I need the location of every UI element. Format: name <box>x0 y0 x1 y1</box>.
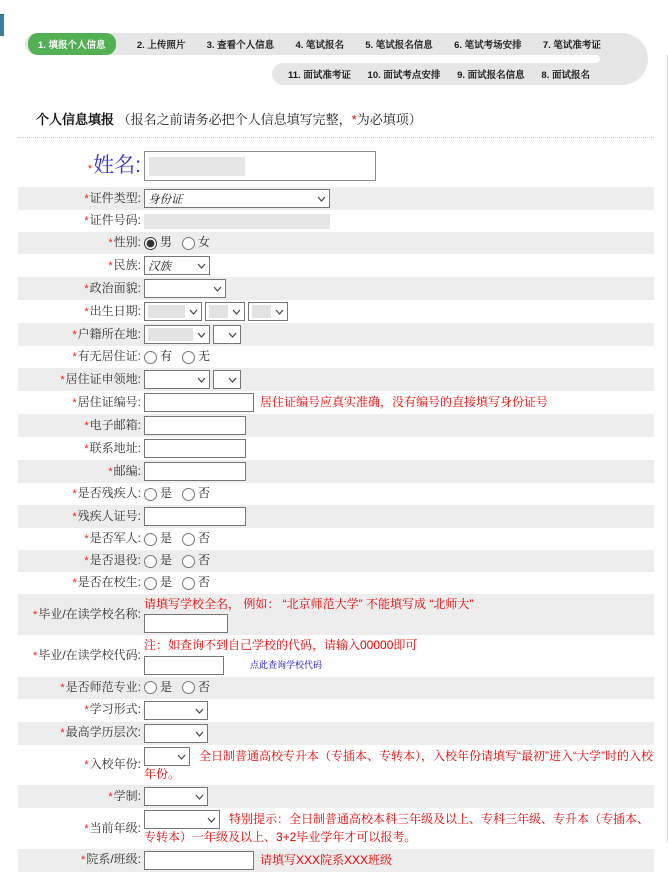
required-star: * <box>72 396 77 409</box>
contact-address-control <box>144 438 654 459</box>
is-veteran-option-label-0: 是 <box>160 553 173 568</box>
gender-option-1[interactable] <box>182 234 210 251</box>
is-veteran-control <box>144 551 654 571</box>
form-header <box>18 101 654 138</box>
email-label-text: 电子邮箱: <box>89 417 141 432</box>
contact-address-label-text: 联系地址: <box>89 440 141 455</box>
birth-date-select-1[interactable] <box>205 302 245 321</box>
required-star: * <box>60 681 65 694</box>
current-grade-hint: 特别提示：全日制普通高校本科三年级及以上、专科三年级、专升本（专插本、专转本）一年级及以上、3+2毕业学年才可以报考。 <box>144 812 650 845</box>
permit-apply-place-control <box>144 369 654 390</box>
is-normal-major-option-label-1: 否 <box>198 680 211 695</box>
name-input[interactable] <box>144 151 376 181</box>
is-current-student-option-0[interactable] <box>144 574 172 591</box>
gender-control <box>144 233 654 253</box>
postcode-control <box>144 461 654 482</box>
step-tab-row1-2[interactable]: 3. 查看个人信息 <box>206 40 275 51</box>
is-current-student-option-label-0: 是 <box>160 575 173 590</box>
name-label <box>18 153 144 179</box>
cert-number-label <box>18 213 144 229</box>
required-star: * <box>72 351 77 364</box>
is-current-student-label-text: 是否在校生: <box>77 575 141 590</box>
cert-type-select[interactable] <box>144 189 330 208</box>
step-tab-row2-1[interactable]: 10. 面试考点安排 <box>367 70 441 81</box>
required-star: * <box>84 759 89 772</box>
school-code-lookup-link[interactable]: 点此查询学校代码 <box>250 659 323 670</box>
form-row-is-normal-major <box>18 677 654 699</box>
name-label-text: 姓名: <box>93 153 141 177</box>
household-location-select-0[interactable] <box>144 325 210 344</box>
chevron-down-icon <box>228 377 237 383</box>
enrollment-year-select[interactable] <box>144 747 190 766</box>
is-current-student-radio-1[interactable] <box>182 577 195 590</box>
required-star: * <box>84 282 89 295</box>
form-row-gender <box>18 232 654 254</box>
cert-number-redacted-value <box>144 214 330 229</box>
permit-number-label-text: 居住证编号: <box>77 394 141 409</box>
cert-type-label-text: 证件类型: <box>89 190 141 205</box>
required-star: * <box>84 442 89 455</box>
form-row-school-code <box>18 635 654 676</box>
form-row-study-form <box>18 699 654 722</box>
is-normal-major-option-0[interactable] <box>144 679 172 696</box>
is-normal-major-control <box>144 678 654 698</box>
required-star: * <box>84 215 89 228</box>
schooling-length-select[interactable] <box>144 787 208 806</box>
is-current-student-label <box>18 575 144 591</box>
contact-address-label <box>18 441 144 457</box>
department-class-control <box>144 850 654 871</box>
required-star: * <box>84 419 89 432</box>
enrollment-year-hint: 全日制普通高校专升本（专插本、专转本），入校年份请填写“最初”进入“大学”时的入校年份。 <box>144 748 653 781</box>
household-location-control <box>144 324 654 345</box>
chevron-down-icon <box>228 332 237 338</box>
is-disabled-option-label-0: 是 <box>160 486 173 501</box>
school-code-label <box>18 648 144 664</box>
permit-apply-place-label <box>18 372 144 388</box>
permit-number-hint: 居住证编号应真实准确，没有编号的直接填写身份证号 <box>260 394 549 409</box>
required-star: * <box>81 854 86 867</box>
ethnicity-select[interactable] <box>144 256 210 275</box>
is-disabled-label-text: 是否残疾人: <box>77 486 141 501</box>
form-row-has-residence-permit <box>18 346 654 368</box>
chevron-down-icon <box>195 731 204 737</box>
is-military-radio-0[interactable] <box>144 533 157 546</box>
required-star: * <box>84 533 89 546</box>
enrollment-year-control <box>144 746 654 785</box>
step-tab-row1-0[interactable]: 1. 填报个人信息 <box>28 33 116 55</box>
form-row-email <box>18 414 654 437</box>
is-military-radio-1[interactable] <box>182 533 195 546</box>
school-name-label <box>18 607 144 623</box>
study-form-select[interactable] <box>144 701 208 720</box>
is-military-option-1[interactable] <box>182 530 210 547</box>
is-military-option-label-1: 否 <box>198 531 211 546</box>
required-star: * <box>33 650 38 663</box>
postcode-input[interactable] <box>144 462 246 481</box>
form-row-postcode <box>18 460 654 483</box>
is-normal-major-radio-0[interactable] <box>144 681 157 694</box>
required-star: * <box>108 465 113 478</box>
is-veteran-radio-0[interactable] <box>144 555 157 568</box>
step-tab-row2-0[interactable]: 11. 面试准考证 <box>288 70 351 81</box>
form-content <box>18 101 654 872</box>
step-tabs <box>0 0 668 95</box>
is-military-label-text: 是否军人: <box>89 531 141 546</box>
redacted-value <box>252 305 271 318</box>
is-disabled-option-0[interactable] <box>144 485 172 502</box>
cert-number-label-text: 证件号码: <box>89 213 141 228</box>
is-current-student-radio-0[interactable] <box>144 577 157 590</box>
cert-type-control <box>144 188 654 209</box>
required-star: * <box>84 704 89 717</box>
current-grade-select[interactable] <box>144 810 220 829</box>
required-star: * <box>108 237 113 250</box>
current-grade-control <box>144 809 654 848</box>
personal-info-form <box>18 145 654 872</box>
gender-label <box>18 235 144 251</box>
form-row-household-location <box>18 323 654 346</box>
study-form-label-text: 学习形式: <box>89 702 141 717</box>
is-normal-major-label <box>18 680 144 696</box>
school-code-hint: 注：如查询不到自己学校的代码，请输入00000即可 <box>144 638 418 653</box>
required-star: * <box>72 577 77 590</box>
page-title: 个人信息填报 <box>36 112 115 127</box>
is-disabled-option-1[interactable] <box>182 485 210 502</box>
form-row-schooling-length <box>18 785 654 808</box>
current-grade-label-text: 当前年级: <box>89 820 141 835</box>
birth-date-select-2[interactable] <box>248 302 288 321</box>
postcode-label-text: 邮编: <box>113 463 141 478</box>
political-status-label-text: 政治面貌: <box>89 280 141 295</box>
political-status-label <box>18 281 144 297</box>
form-row-is-current-student <box>18 572 654 594</box>
household-location-label-text: 户籍所在地: <box>77 326 141 341</box>
form-row-political-status <box>18 277 654 300</box>
form-row-name <box>18 145 654 187</box>
chevron-down-icon <box>197 332 206 338</box>
form-row-highest-education <box>18 722 654 745</box>
redacted-value <box>148 305 185 318</box>
has-residence-permit-label <box>18 349 144 365</box>
required-star: * <box>108 790 113 803</box>
is-military-control <box>144 529 654 549</box>
highest-education-label <box>18 725 144 741</box>
is-disabled-control <box>144 484 654 504</box>
form-row-enrollment-year <box>18 745 654 786</box>
school-code-label-text: 毕业/在读学校代码: <box>38 648 141 663</box>
disability-cert-number-input[interactable] <box>144 507 246 526</box>
has-residence-permit-option-label-0: 有 <box>160 349 173 364</box>
political-status-select[interactable] <box>144 279 226 298</box>
step-tab-row2-2[interactable]: 9. 面试报名信息 <box>457 70 525 81</box>
is-veteran-radio-1[interactable] <box>182 555 195 568</box>
gender-option-label-0: 男 <box>160 235 173 250</box>
contact-address-input[interactable] <box>144 439 246 458</box>
school-code-control <box>144 636 654 675</box>
has-residence-permit-radio-1[interactable] <box>182 351 195 364</box>
chevron-down-icon <box>195 794 204 800</box>
form-row-permit-number <box>18 391 654 414</box>
chevron-down-icon <box>207 817 216 823</box>
is-normal-major-radio-1[interactable] <box>182 681 195 694</box>
form-row-disability-cert-number <box>18 505 654 528</box>
required-star: * <box>84 822 89 835</box>
permit-number-input[interactable] <box>144 393 254 412</box>
email-input[interactable] <box>144 416 246 435</box>
is-current-student-control <box>144 573 654 593</box>
page-subtitle: （报名之前请务必把个人信息填写完整，*为必填项） <box>117 112 422 127</box>
step-tab-row-2 <box>272 63 612 85</box>
has-residence-permit-option-1[interactable] <box>182 348 210 365</box>
chevron-down-icon <box>275 309 284 315</box>
is-disabled-label <box>18 486 144 502</box>
chevron-down-icon <box>232 309 241 315</box>
schooling-length-control <box>144 786 654 807</box>
ethnicity-label-text: 民族: <box>113 257 141 272</box>
school-code-input[interactable] <box>144 656 224 675</box>
gender-option-0[interactable] <box>144 234 172 251</box>
birth-date-label <box>18 304 144 320</box>
schooling-length-label <box>18 789 144 805</box>
has-residence-permit-label-text: 有无居住证: <box>77 349 141 364</box>
cert-number-control <box>144 211 654 230</box>
step-tab-row-1 <box>25 33 615 55</box>
is-current-student-option-label-1: 否 <box>198 575 211 590</box>
form-row-is-veteran <box>18 550 654 572</box>
study-form-label <box>18 702 144 718</box>
has-residence-permit-option-label-1: 无 <box>198 349 211 364</box>
has-residence-permit-option-0[interactable] <box>144 348 172 365</box>
is-military-option-label-0: 是 <box>160 531 173 546</box>
highest-education-select[interactable] <box>144 724 208 743</box>
step-tab-row1-3[interactable]: 4. 笔试报名 <box>295 40 344 51</box>
is-normal-major-option-1[interactable] <box>182 679 210 696</box>
school-name-hint: 请填写学校全名， 例如： “北京师范大学” 不能填写成 “北师大” <box>144 597 474 611</box>
required-star: * <box>87 162 93 175</box>
form-row-school-name <box>18 594 654 635</box>
highest-education-control <box>144 723 654 744</box>
required-star: * <box>72 510 77 523</box>
disability-cert-number-label-text: 残疾人证号: <box>77 508 141 523</box>
schooling-length-label-text: 学制: <box>113 788 141 803</box>
is-disabled-radio-1[interactable] <box>182 488 195 501</box>
required-star: * <box>72 328 77 341</box>
is-military-option-0[interactable] <box>144 530 172 547</box>
is-veteran-option-0[interactable] <box>144 552 172 569</box>
required-star: * <box>72 488 77 501</box>
school-name-label-text: 毕业/在读学校名称: <box>38 606 141 621</box>
required-star: * <box>84 305 89 318</box>
chevron-down-icon <box>213 286 222 292</box>
household-location-label <box>18 327 144 343</box>
is-veteran-option-label-1: 否 <box>198 553 211 568</box>
form-row-is-disabled <box>18 483 654 505</box>
form-row-contact-address <box>18 437 654 460</box>
postcode-label <box>18 464 144 480</box>
step-tab-row1-5[interactable]: 6. 笔试考场安排 <box>454 40 522 51</box>
required-star: * <box>84 555 89 568</box>
department-class-hint: 请填写XXX院系XXX班级 <box>260 852 393 867</box>
chevron-down-icon <box>317 196 326 202</box>
chevron-down-icon <box>195 708 204 714</box>
name-control <box>144 150 654 182</box>
step-tab-row1-4[interactable]: 5. 笔试报名信息 <box>365 40 433 51</box>
email-control <box>144 415 654 436</box>
required-star: * <box>33 608 38 621</box>
enrollment-year-label <box>18 757 144 773</box>
study-form-control <box>144 700 654 721</box>
department-class-input[interactable] <box>144 851 254 870</box>
permit-number-control <box>144 392 654 413</box>
political-status-control <box>144 278 654 299</box>
disability-cert-number-label <box>18 509 144 525</box>
form-row-department-class <box>18 849 654 872</box>
form-row-permit-apply-place <box>18 368 654 391</box>
chevron-down-icon <box>189 309 198 315</box>
gender-radio-0[interactable] <box>144 237 157 250</box>
birth-date-label-text: 出生日期: <box>89 303 141 318</box>
required-star: * <box>60 727 65 740</box>
has-residence-permit-radio-0[interactable] <box>144 351 157 364</box>
cert-type-select-value: 身份证 <box>148 194 183 206</box>
cert-type-label <box>18 191 144 207</box>
highest-education-label-text: 最高学历层次: <box>65 725 141 740</box>
is-veteran-option-1[interactable] <box>182 552 210 569</box>
has-residence-permit-control <box>144 347 654 367</box>
ethnicity-select-value: 汉族 <box>148 261 171 273</box>
disability-cert-number-control <box>144 506 654 527</box>
required-star: * <box>84 192 89 205</box>
gender-option-label-1: 女 <box>198 235 211 250</box>
redacted-value <box>209 305 228 318</box>
is-military-label <box>18 531 144 547</box>
form-row-cert-type <box>18 187 654 210</box>
gender-radio-1[interactable] <box>182 237 195 250</box>
chevron-down-icon <box>177 754 186 760</box>
email-label <box>18 418 144 434</box>
form-row-is-military <box>18 528 654 550</box>
permit-apply-place-select-0[interactable] <box>144 370 210 389</box>
is-normal-major-option-label-0: 是 <box>160 680 173 695</box>
is-veteran-label-text: 是否退役: <box>89 553 141 568</box>
ethnicity-control <box>144 255 654 276</box>
is-disabled-radio-0[interactable] <box>144 488 157 501</box>
department-class-label <box>18 852 144 868</box>
is-current-student-option-1[interactable] <box>182 574 210 591</box>
permit-apply-place-select-1[interactable] <box>213 370 241 389</box>
redacted-value <box>148 328 193 341</box>
tab-bar-gap <box>0 55 600 63</box>
step-tab-row1-1[interactable]: 2. 上传照片 <box>136 40 186 51</box>
form-row-current-grade <box>18 808 654 849</box>
is-disabled-option-label-1: 否 <box>198 486 211 501</box>
department-class-label-text: 院系/班级: <box>86 852 141 867</box>
school-name-input[interactable] <box>144 614 228 633</box>
step-tab-row1-6[interactable]: 7. 笔试准考证 <box>542 40 601 51</box>
is-veteran-label <box>18 553 144 569</box>
required-star: * <box>60 373 65 386</box>
form-row-cert-number <box>18 210 654 232</box>
required-star: * <box>351 112 357 127</box>
permit-apply-place-label-text: 居住证申领地: <box>65 371 141 386</box>
gender-label-text: 性别: <box>113 235 141 250</box>
chevron-down-icon <box>197 377 206 383</box>
form-row-birth-date <box>18 300 654 323</box>
is-normal-major-label-text: 是否师范专业: <box>65 679 141 694</box>
redacted-value <box>149 157 245 176</box>
school-name-control <box>144 595 654 634</box>
enrollment-year-label-text: 入校年份: <box>89 757 141 772</box>
step-tab-row2-3[interactable]: 8. 面试报名 <box>541 70 590 81</box>
current-grade-label <box>18 821 144 837</box>
household-location-select-1[interactable] <box>213 325 241 344</box>
ethnicity-label <box>18 258 144 274</box>
chevron-down-icon <box>197 263 206 269</box>
permit-number-label <box>18 395 144 411</box>
form-row-ethnicity <box>18 254 654 277</box>
birth-date-select-0[interactable] <box>144 302 202 321</box>
birth-date-control <box>144 301 654 322</box>
required-star: * <box>108 259 113 272</box>
